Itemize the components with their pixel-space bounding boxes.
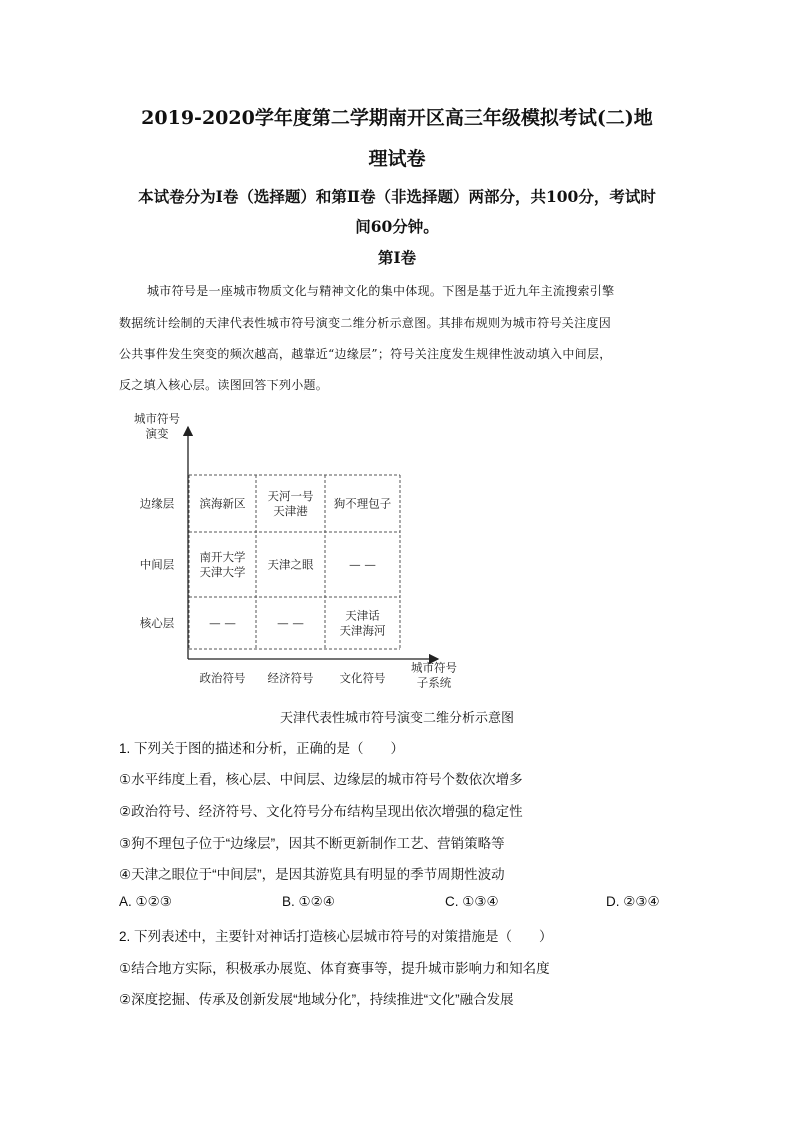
page-title: 2019-2020学年度第二学期南开区高三年级模拟考试(二)地: [141, 107, 653, 129]
statement: ③狗不理包子位于“边缘层”，因其不断更新制作工艺、营销策略等: [119, 836, 505, 851]
cell-label: 天河一号天津港: [267, 489, 314, 518]
section-heading: 第Ⅰ卷: [377, 248, 417, 267]
y-axis-title: 城市符号演变: [134, 411, 180, 441]
column-label: 政治符号: [199, 671, 246, 685]
chart-caption: 天津代表性城市符号演变二维分析示意图: [279, 711, 514, 726]
option-a[interactable]: A. ①②③: [119, 894, 172, 909]
row-label: 核心层: [139, 616, 175, 630]
question-stem: 1. 下列关于图的描述和分析，正确的是（ ）: [119, 741, 405, 756]
question-stem: 2. 下列表述中，主要针对神话打造核心层城市符号的对策措施是（ ）: [119, 929, 553, 944]
passage-line: 数据统计绘制的天津代表性城市符号演变二维分析示意图。其排布规则为城市符号关注度因: [119, 316, 612, 330]
exam-intro: 本试卷分为Ⅰ卷（选择题）和第Ⅱ卷（非选择题）两部分，共100分，考试时: [138, 187, 656, 206]
statement: ②政治符号、经济符号、文化符号分布结构呈现出依次增强的稳定性: [119, 804, 523, 819]
statement: ①水平纬度上看，核心层、中间层、边缘层的城市符号个数依次增多: [119, 772, 523, 787]
cell-label: 天津之眼: [267, 557, 314, 572]
passage-line: 反之填入核心层。读图回答下列小题。: [119, 378, 329, 392]
passage-line: 公共事件发生突变的频次越高，越靠近“边缘层”；符号关注度发生规律性波动填入中间层，: [119, 347, 612, 361]
statement: ④天津之眼位于“中间层”，是因其游览具有明显的季节周期性波动: [119, 867, 505, 882]
row-label: 中间层: [139, 557, 175, 572]
cell-label: 天津话天津海河: [339, 608, 386, 638]
cell-label: — —: [349, 557, 376, 572]
option-d[interactable]: D. ②③④: [606, 894, 660, 909]
x-axis-title: 城市符号子系统: [411, 660, 457, 690]
column-label: 经济符号: [267, 671, 314, 685]
column-label: 文化符号: [339, 671, 386, 685]
cell-label: 南开大学天津大学: [199, 550, 246, 579]
exam-intro-continued: 间60分钟。: [355, 217, 439, 236]
passage-line: 城市符号是一座城市物质文化与精神文化的集中体现。下图是基于近九年主流搜索引擎: [147, 284, 615, 298]
page-title-continued: 理试卷: [368, 148, 426, 170]
option-c[interactable]: C. ①③④: [445, 894, 499, 909]
cell-label: — —: [277, 616, 304, 630]
row-label: 边缘层: [139, 496, 175, 511]
cell-label: 滨海新区: [199, 496, 246, 511]
cell-label: — —: [209, 616, 236, 630]
option-b[interactable]: B. ①②④: [282, 894, 335, 909]
statement: ①结合地方实际，积极承办展览、体育赛事等，提升城市影响力和知名度: [119, 961, 550, 976]
cell-label: 狗不理包子: [333, 496, 392, 511]
statement: ②深度挖掘、传承及创新发展“地域分化”，持续推进“文化”融合发展: [119, 992, 514, 1007]
